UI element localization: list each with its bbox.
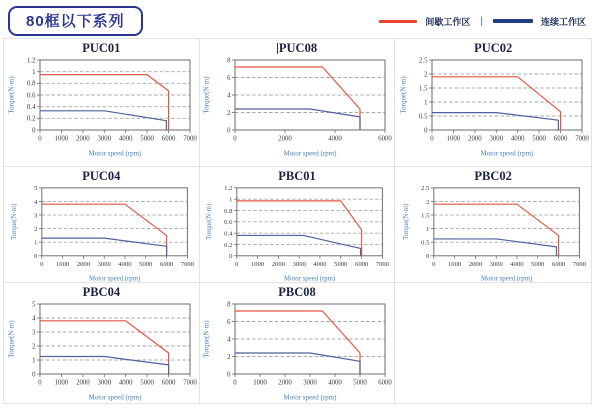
svg-text:Motor speed (rpm): Motor speed (rpm) <box>480 275 532 282</box>
svg-text:7000: 7000 <box>180 260 194 268</box>
chart-title: PUC01 <box>82 41 121 55</box>
svg-text:2: 2 <box>227 353 231 361</box>
svg-text:5000: 5000 <box>140 379 154 387</box>
svg-text:8: 8 <box>227 57 231 65</box>
svg-text:4000: 4000 <box>118 379 133 387</box>
svg-text:0.6: 0.6 <box>26 92 36 100</box>
svg-text:1000: 1000 <box>253 379 268 387</box>
svg-text:7000: 7000 <box>572 260 586 268</box>
legend-label-continuous: 连续工作区 <box>540 16 586 27</box>
chart-cell-pbc02 <box>395 167 591 283</box>
svg-text:3000: 3000 <box>489 260 503 268</box>
svg-text:0: 0 <box>31 371 36 379</box>
svg-text:Motor speed (rpm): Motor speed (rpm) <box>88 393 142 401</box>
svg-text:2000: 2000 <box>76 260 90 268</box>
svg-text:5000: 5000 <box>334 260 348 268</box>
svg-text:4000: 4000 <box>118 260 132 268</box>
svg-text:3000: 3000 <box>303 379 318 387</box>
svg-text:1.5: 1.5 <box>418 85 428 93</box>
svg-text:0.5: 0.5 <box>418 113 428 121</box>
svg-text:6000: 6000 <box>159 260 174 268</box>
svg-text:0.4: 0.4 <box>26 104 36 112</box>
text-cursor-artifact <box>277 43 278 54</box>
svg-text:0: 0 <box>233 135 238 143</box>
svg-text:2: 2 <box>423 71 428 79</box>
torque-speed-chart <box>6 55 197 157</box>
svg-text:0.8: 0.8 <box>26 80 36 88</box>
svg-text:0.4: 0.4 <box>224 230 233 238</box>
svg-text:2.5: 2.5 <box>418 57 428 65</box>
svg-text:5000: 5000 <box>140 135 154 143</box>
svg-text:6000: 6000 <box>161 135 176 143</box>
svg-text:6000: 6000 <box>161 379 176 387</box>
svg-text:1.5: 1.5 <box>420 212 430 220</box>
svg-text:2: 2 <box>227 109 231 117</box>
torque-speed-chart <box>201 183 392 282</box>
svg-text:0: 0 <box>423 127 428 135</box>
svg-text:1000: 1000 <box>447 260 461 268</box>
torque-speed-chart <box>201 299 392 401</box>
svg-text:8: 8 <box>227 301 231 309</box>
svg-text:5: 5 <box>33 185 38 193</box>
legend-label-intermittent: 间歇工作区 <box>425 16 471 27</box>
svg-text:4: 4 <box>31 315 36 323</box>
chart-title: PBC08 <box>278 285 316 299</box>
svg-text:6000: 6000 <box>355 260 369 268</box>
svg-text:3: 3 <box>33 212 38 220</box>
svg-text:6000: 6000 <box>553 135 568 143</box>
chart-title: PUC02 <box>474 41 513 55</box>
series-title-badge: 80框以下系列 <box>8 6 143 36</box>
svg-text:2000: 2000 <box>278 379 293 387</box>
svg-text:5000: 5000 <box>530 260 545 268</box>
svg-text:1000: 1000 <box>54 379 69 387</box>
svg-text:0: 0 <box>31 127 36 135</box>
svg-text:0.2: 0.2 <box>224 241 233 249</box>
svg-text:1.2: 1.2 <box>224 185 233 193</box>
svg-text:3000: 3000 <box>97 260 111 268</box>
svg-text:7000: 7000 <box>574 135 589 143</box>
svg-text:0: 0 <box>38 379 42 387</box>
svg-text:Torque(N·m): Torque(N·m) <box>402 203 410 240</box>
svg-text:4: 4 <box>33 198 38 206</box>
svg-text:3000: 3000 <box>97 135 111 143</box>
chart-cell-puc08 <box>200 39 396 167</box>
svg-text:Motor speed (rpm): Motor speed (rpm) <box>284 393 337 401</box>
chart-title: PUC08 <box>278 41 318 55</box>
svg-text:Motor speed (rpm): Motor speed (rpm) <box>284 275 336 282</box>
svg-text:4: 4 <box>227 92 231 100</box>
svg-text:1.2: 1.2 <box>26 57 36 65</box>
svg-text:2000: 2000 <box>272 260 286 268</box>
chart-legend <box>379 15 590 28</box>
svg-text:0: 0 <box>227 371 231 379</box>
svg-text:2: 2 <box>33 225 38 233</box>
torque-speed-chart <box>6 183 197 282</box>
svg-text:7000: 7000 <box>183 379 197 387</box>
chart-cell-pbc01 <box>200 167 396 283</box>
chart-title: PBC04 <box>82 285 121 299</box>
svg-text:Motor speed (rpm): Motor speed (rpm) <box>284 149 337 157</box>
svg-text:2000: 2000 <box>467 135 482 143</box>
svg-text:1: 1 <box>425 225 430 233</box>
svg-text:0: 0 <box>39 260 44 268</box>
svg-text:5000: 5000 <box>531 135 546 143</box>
svg-text:Torque(N·m): Torque(N·m) <box>202 76 211 114</box>
svg-text:0.2: 0.2 <box>26 115 36 123</box>
svg-text:6: 6 <box>227 74 231 82</box>
torque-speed-chart <box>201 55 392 157</box>
chart-cell-puc02 <box>395 39 591 167</box>
svg-text:Torque(N·m): Torque(N·m) <box>7 76 16 114</box>
svg-text:6000: 6000 <box>551 260 565 268</box>
svg-text:Motor speed (rpm): Motor speed (rpm) <box>88 275 141 282</box>
svg-text:Motor speed (rpm): Motor speed (rpm) <box>480 149 534 157</box>
svg-text:1: 1 <box>31 357 36 365</box>
svg-text:4000: 4000 <box>328 135 343 143</box>
svg-text:1: 1 <box>31 69 36 77</box>
svg-text:Torque(N·m): Torque(N·m) <box>7 320 16 358</box>
svg-text:6: 6 <box>227 318 231 326</box>
torque-speed-chart <box>6 299 197 401</box>
svg-text:4000: 4000 <box>510 135 525 143</box>
svg-text:2: 2 <box>425 198 430 206</box>
svg-text:0: 0 <box>229 253 233 261</box>
svg-text:4000: 4000 <box>313 260 328 268</box>
chart-grid <box>3 38 592 404</box>
svg-text:Torque(N·m): Torque(N·m) <box>202 320 211 358</box>
svg-text:1: 1 <box>229 196 233 204</box>
chart-cell-puc01 <box>4 39 200 167</box>
svg-text:0.5: 0.5 <box>420 239 430 247</box>
chart-title: PUC04 <box>82 169 121 183</box>
svg-text:2000: 2000 <box>75 379 90 387</box>
svg-text:6000: 6000 <box>378 135 393 143</box>
svg-text:3000: 3000 <box>489 135 503 143</box>
svg-text:1000: 1000 <box>54 135 69 143</box>
svg-text:0: 0 <box>38 135 42 143</box>
svg-text:0: 0 <box>429 135 434 143</box>
chart-cell-puc04 <box>4 167 200 283</box>
svg-text:5000: 5000 <box>138 260 153 268</box>
svg-text:5: 5 <box>31 301 36 309</box>
svg-text:3000: 3000 <box>97 379 111 387</box>
svg-text:0: 0 <box>425 253 430 261</box>
header-bar <box>0 0 600 38</box>
svg-text:6000: 6000 <box>378 379 393 387</box>
svg-text:4000: 4000 <box>510 260 524 268</box>
svg-text:3: 3 <box>31 329 36 337</box>
svg-text:0.6: 0.6 <box>224 219 233 227</box>
svg-text:0.8: 0.8 <box>224 207 233 215</box>
svg-text:0: 0 <box>227 127 231 135</box>
svg-text:2.5: 2.5 <box>420 185 430 193</box>
torque-speed-chart <box>398 55 589 157</box>
legend-separator: | <box>480 15 483 27</box>
svg-text:Motor speed (rpm): Motor speed (rpm) <box>88 149 142 157</box>
svg-text:1000: 1000 <box>446 135 460 143</box>
chart-title: PBC02 <box>474 169 512 183</box>
svg-text:1000: 1000 <box>55 260 70 268</box>
svg-text:7000: 7000 <box>183 135 197 143</box>
svg-text:4000: 4000 <box>328 379 343 387</box>
continuous-line-swatch <box>493 19 533 23</box>
svg-text:Torque(N·m): Torque(N·m) <box>206 203 214 240</box>
svg-text:Torque(N·m): Torque(N·m) <box>399 76 408 114</box>
torque-speed-chart <box>398 183 589 282</box>
chart-title: PBC01 <box>278 169 316 183</box>
svg-text:Torque(N·m): Torque(N·m) <box>10 203 18 240</box>
svg-text:0: 0 <box>235 260 239 268</box>
intermittent-line-swatch <box>379 20 417 23</box>
svg-text:4000: 4000 <box>118 135 133 143</box>
svg-text:4: 4 <box>227 336 231 344</box>
svg-text:5000: 5000 <box>353 379 368 387</box>
svg-text:1: 1 <box>33 239 38 247</box>
svg-text:7000: 7000 <box>376 260 390 268</box>
chart-cell-pbc08 <box>200 283 396 403</box>
svg-text:1000: 1000 <box>251 260 265 268</box>
chart-cell-pbc04 <box>4 283 200 403</box>
svg-text:2000: 2000 <box>278 135 293 143</box>
svg-text:2000: 2000 <box>468 260 482 268</box>
svg-text:0: 0 <box>33 253 38 261</box>
svg-text:0: 0 <box>431 260 436 268</box>
svg-text:0: 0 <box>233 379 238 387</box>
empty-cell <box>395 283 591 403</box>
svg-text:2: 2 <box>31 343 36 351</box>
svg-text:2000: 2000 <box>75 135 90 143</box>
svg-text:3000: 3000 <box>293 260 307 268</box>
svg-text:1: 1 <box>423 99 428 107</box>
